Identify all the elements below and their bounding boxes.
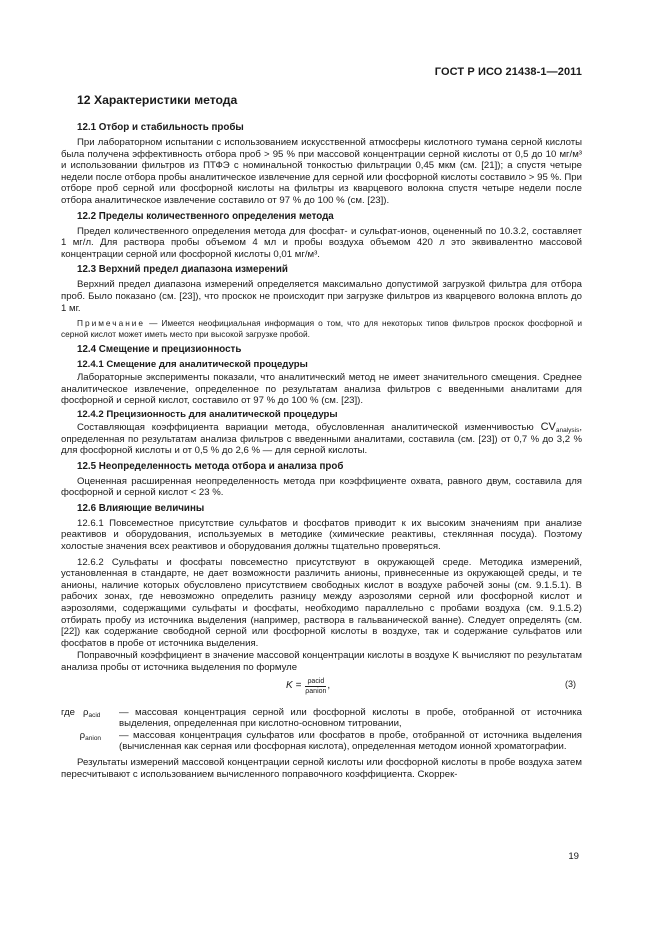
text-run: , определенная по результатам анализа фильтров с введенными аналитами, составила (см. [23]) от 0,7 % до 3,2 % для фосфорной кислоты и от 0,5 % до 2,6 % — для серной кислоты.	[61, 421, 582, 457]
subsection-12-4-2-title: 12.4.2 Прецизионность для аналитической процедуры	[77, 408, 338, 420]
subsection-12-1-title: 12.1 Отбор и стабильность пробы	[77, 122, 244, 133]
formula-numerator: ρacid	[307, 677, 325, 685]
rho-subscript: anion	[85, 734, 102, 742]
formula-3	[61, 675, 582, 705]
subsection-12-4-1-title: 12.4.1 Смещение для аналитической процедуры	[77, 359, 308, 371]
definition-rho-acid	[61, 707, 582, 730]
formula-lhs: K =	[286, 680, 302, 692]
cv-symbol: CV	[540, 420, 556, 433]
paragraph-12-2: Предел количественного определения метода для фосфат- и сульфат-ионов, оцененный по 10.3.2, составляет 1 мг/л. Для раствора пробы объемом 4 мл и пробы воздуха объемом 420 л это эквивалентно массовой концентрации серной или фосфорной кислоты 0,01 мг/м³.	[61, 225, 582, 260]
subsection-12-5-title: 12.5 Неопределенность метода отбора и анализа проб	[77, 460, 344, 472]
note-label: Примечание	[77, 318, 146, 329]
subsection-12-3-title: 12.3 Верхний предел диапазона измерений	[77, 264, 288, 276]
note-12-3	[61, 318, 582, 339]
paragraph-12-6-2: 12.6.2 Сульфаты и фосфаты повсеместно присутствуют в окружающей среде. Методика измерений, установленная в стандарте, не дает возможности различить анионы, привнесенные из окружающей среды, и те анионы, наличие которых обусловлено присутствием свободных кислот в воздухе рабочей зоны (см. 9.1.5.1). В рабочих зонах, где невозможно определить разницу между аэрозолями серной или фосфорной кислот и аэрозолями, содержащими сульфаты и фосфаты, необходимо параллельно с пробами воздуха (см. 9.1.5.2) отбирать пробу из источника выделения (например, раствора в гальванической ванне). Следует определять (см. [22]) как содержание свободной серной или фосфорной кислоты в воздухе, так и содержание сульфатов или фосфатов в пробе от источника выделения.	[61, 556, 582, 649]
definition-rho-anion	[61, 730, 582, 753]
subsection-12-2-title: 12.2 Пределы количественного определения метода	[77, 210, 334, 222]
text-run: Составляющая коэффициента вариации метода, обусловленная аналитической изменчивостью	[77, 421, 541, 433]
definition-text: — массовая концентрация сульфатов или фосфатов в пробе, отобранной от источника выделения (вычисленная как серная или фосфорная кислота), определенная методом ионной хроматографии.	[119, 729, 582, 753]
paragraph-12-3: Верхний предел диапазона измерений определяется максимально допустимой загрузкой фильтра для отбора проб. Было показано (см. [23]), что проскок не происходит при загрузке фильтров из кварцевого волокна вплоть до 1 мг.	[61, 279, 582, 314]
formula-fraction	[305, 677, 326, 696]
equation-number: (3)	[565, 678, 576, 689]
formula-comma: ,	[327, 680, 331, 692]
formula-definitions	[61, 707, 582, 753]
paragraph-12-6-1: 12.6.1 Повсеместное присутствие сульфатов и фосфатов приводит к их высоким значениям при анализе реактивов и оборудования, используемых в методике (химические реактивы, стеклянная посуда). Поэтому холостые значения всех реактивов и оборудования должны тщательно проверяться.	[61, 517, 582, 553]
page-number: 19	[568, 851, 579, 862]
definition-symbol	[61, 730, 119, 753]
rho-symbol: ρ	[83, 706, 89, 718]
section-title: 12 Характеристики метода	[77, 93, 238, 107]
paragraph-12-6-2-formula-intro: Поправочный коэффициент в значение массовой концентрации кислоты в воздухе K вычисляют по результатам анализа пробы от источника выделения по формуле	[61, 650, 582, 673]
rho-symbol: ρ	[79, 729, 86, 741]
paragraph-12-1: При лабораторном испытании с использованием искусственной атмосферы кислотного тумана серной кислоты была получена эффективность отбора проб > 95 % при массовой концентрации серной кислоты от 0,5 до 10 мг/м³ и использовании фильтров из ПТФЭ с номинальной тонкостью фильтрации 0,45 мкм (см. [21]); а спустя четыре недели после отбора пробы аналитическое извлечение для серной или фосфорной кислоты составило > 95 %. При отборе проб серной или фосфорной кислоты на фильтры из кварцевого волокна спустя четыре недели после отбора аналитическое извлечение составило от 97 % до 100 % (см. [23]).	[61, 137, 582, 206]
subsection-12-6-title: 12.6 Влияющие величины	[77, 502, 205, 514]
definition-text: — массовая концентрация серной или фосфорной кислоты в пробе, отобранной от источника выделения, определенная при кислотно-основном титровании,	[119, 706, 582, 730]
rho-subscript: acid	[88, 711, 101, 719]
cv-subscript: analysis	[555, 426, 580, 434]
formula-denominator: ρanion	[305, 687, 327, 695]
paragraph-12-6-2-results: Результаты измерений массовой концентрации серной кислоты или фосфорной кислоты в пробе воздуха затем пересчитывают с использованием вычисленного поправочного коэффициента. Скоррек-	[61, 756, 582, 780]
subsection-12-4-title: 12.4 Смещение и прецизионность	[77, 344, 242, 356]
paragraph-12-4-1: Лабораторные эксперименты показали, что аналитический метод не имеет значительного смещения. Среднее аналитическое извлечение, определенное по результатам анализа фильтров с введенными аналитами для фосфорной и серной кислот, составило от 97 % до 100 % (см. [23]).	[61, 372, 582, 407]
where-label: где	[61, 706, 76, 718]
page-content	[61, 92, 582, 784]
definition-symbol	[61, 707, 119, 730]
document-header: ГОСТ Р ИСО 21438-1—2011	[434, 66, 582, 78]
formula-body	[286, 677, 330, 696]
paragraph-12-5: Оцененная расширенная неопределенность метода при коэффициенте охвата, равного двум, составила для фосфорной и серной кислот < 23 %.	[61, 475, 582, 499]
note-text: — Имеется неофициальная информация о том, что для некоторых типов фильтров проскок фосфорной и серной кислот может иметь место при высокой загрузке пробой.	[61, 318, 582, 339]
paragraph-12-4-2	[61, 422, 582, 457]
